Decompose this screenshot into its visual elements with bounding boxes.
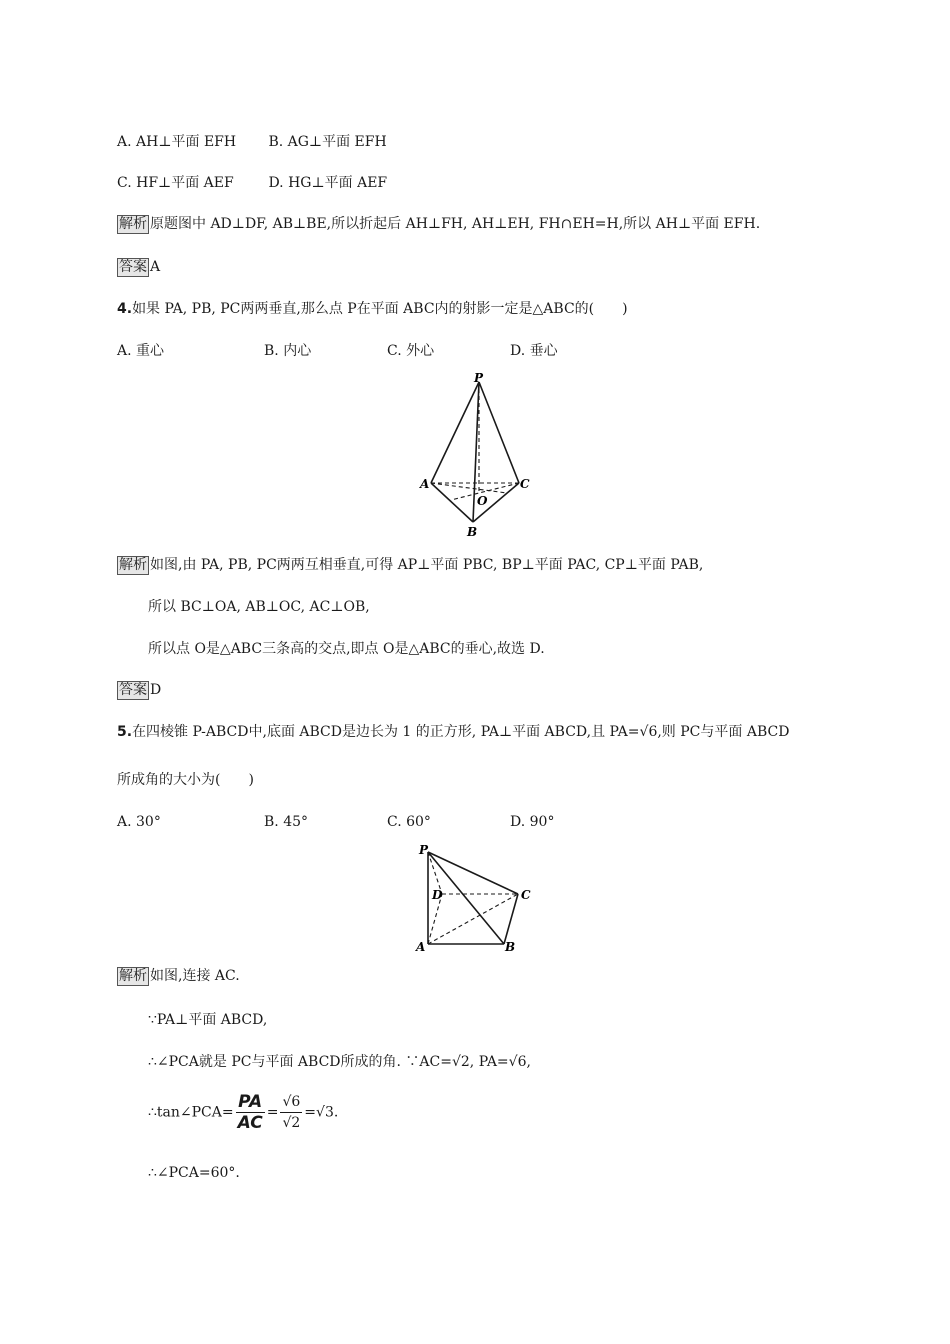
q4-option-d: D. 垂心 bbox=[510, 343, 558, 359]
line-a-foot bbox=[431, 483, 507, 493]
q3-answer-tag: 答案 bbox=[119, 259, 147, 275]
label-o: O bbox=[477, 494, 488, 508]
q5-tan-prefix: ∴tan∠PCA= bbox=[148, 1104, 234, 1121]
label-c: C bbox=[521, 888, 531, 902]
q4-stem-text: 如果 PA, PB, PC两两垂直,那么点 P在平面 ABC内的射影一定是△ABC的( ) bbox=[132, 301, 628, 317]
q3-option-b: B. AG⊥平面 EFH bbox=[268, 134, 387, 150]
edge-bc bbox=[504, 894, 518, 944]
equals-sign: = bbox=[266, 1104, 279, 1121]
fraction-pa-over-ac bbox=[236, 1092, 265, 1133]
label-p: P bbox=[474, 371, 484, 385]
label-b: B bbox=[467, 525, 478, 539]
q3-option-a: A. AH⊥平面 EFH bbox=[117, 134, 237, 150]
q4-stem bbox=[117, 299, 628, 319]
fraction-numerator: PA bbox=[236, 1092, 265, 1113]
edge-pa bbox=[431, 382, 479, 483]
q5-stem-1 bbox=[117, 722, 789, 742]
label-a: A bbox=[416, 940, 426, 954]
q5-option-c: C. 60° bbox=[387, 814, 431, 830]
q4-answer-tag: 答案 bbox=[119, 682, 147, 698]
q5-analysis-text-1: 如图,连接 AC. bbox=[150, 968, 240, 984]
label-b: B bbox=[505, 940, 516, 954]
q3-option-c: C. HF⊥平面 AEF bbox=[117, 175, 234, 191]
q3-answer-value: A bbox=[150, 259, 161, 275]
fraction-denominator: √2 bbox=[282, 1115, 301, 1131]
q3-analysis-tag: 解析 bbox=[119, 216, 147, 232]
fraction-numerator: √6 bbox=[280, 1092, 302, 1113]
q3-analysis-text: 原题图中 AD⊥DF, AB⊥BE,所以折起后 AH⊥FH, AH⊥EH, FH∩EH=H,所以 AH⊥平面 EFH. bbox=[150, 216, 761, 232]
edge-ab bbox=[431, 483, 473, 522]
fraction-denominator: AC bbox=[237, 1113, 263, 1133]
q5-analysis-2: ∵PA⊥平面 ABCD, bbox=[148, 1012, 268, 1028]
q4-analysis-2: 所以 BC⊥OA, AB⊥OC, AC⊥OB, bbox=[148, 599, 370, 615]
q5-analysis-5: ∴∠PCA=60°. bbox=[148, 1165, 240, 1181]
q5-stem-2: 所成角的大小为( ) bbox=[117, 772, 254, 788]
q4-options bbox=[117, 341, 558, 361]
q5-analysis-tag: 解析 bbox=[119, 968, 147, 984]
q3-option-d: D. HG⊥平面 AEF bbox=[268, 175, 388, 191]
q4-answer-value: D bbox=[150, 682, 162, 698]
q5-pyramid-figure bbox=[410, 840, 540, 958]
q5-stem-text-1: 在四棱锥 P-ABCD中,底面 ABCD是边长为 1 的正方形, PA⊥平面 ABCD,且 PA=√6,则 PC与平面 ABCD bbox=[132, 724, 790, 740]
edge-pc bbox=[479, 382, 519, 483]
q3-analysis bbox=[117, 214, 760, 234]
q4-option-a: A. 重心 bbox=[117, 343, 165, 359]
fraction-sqrt6-over-sqrt2 bbox=[280, 1092, 302, 1133]
q5-analysis-4 bbox=[148, 1092, 338, 1133]
q5-options bbox=[117, 812, 554, 832]
label-d: D bbox=[432, 888, 443, 902]
q5-number: 5. bbox=[117, 724, 133, 740]
q4-analysis-3: 所以点 O是△ABC三条高的交点,即点 O是△ABC的垂心,故选 D. bbox=[148, 641, 545, 657]
q4-analysis-text-1: 如图,由 PA, PB, PC两两互相垂直,可得 AP⊥平面 PBC, BP⊥平面 PAC, CP⊥平面 PAB, bbox=[150, 557, 704, 573]
q4-option-b: B. 内心 bbox=[264, 343, 312, 359]
q3-answer bbox=[117, 257, 160, 277]
q3-options-row-1 bbox=[117, 132, 387, 152]
q5-analysis-3: ∴∠PCA就是 PC与平面 ABCD所成的角. ∵AC=√2, PA=√6, bbox=[148, 1054, 531, 1070]
q4-answer bbox=[117, 680, 161, 700]
q4-number: 4. bbox=[117, 301, 133, 317]
q5-analysis-1 bbox=[117, 966, 240, 986]
q4-analysis-tag: 解析 bbox=[119, 557, 147, 573]
label-c: C bbox=[520, 477, 530, 491]
q4-tetrahedron-figure bbox=[415, 370, 540, 542]
label-a: A bbox=[420, 477, 430, 491]
label-p: P bbox=[419, 843, 429, 857]
q5-option-b: B. 45° bbox=[264, 814, 309, 830]
q4-option-c: C. 外心 bbox=[387, 343, 435, 359]
q3-options-row-2 bbox=[117, 173, 387, 193]
q5-option-d: D. 90° bbox=[510, 814, 555, 830]
q5-tan-result: =√3. bbox=[304, 1104, 339, 1121]
q4-analysis-1 bbox=[117, 555, 703, 575]
q5-option-a: A. 30° bbox=[117, 814, 161, 830]
